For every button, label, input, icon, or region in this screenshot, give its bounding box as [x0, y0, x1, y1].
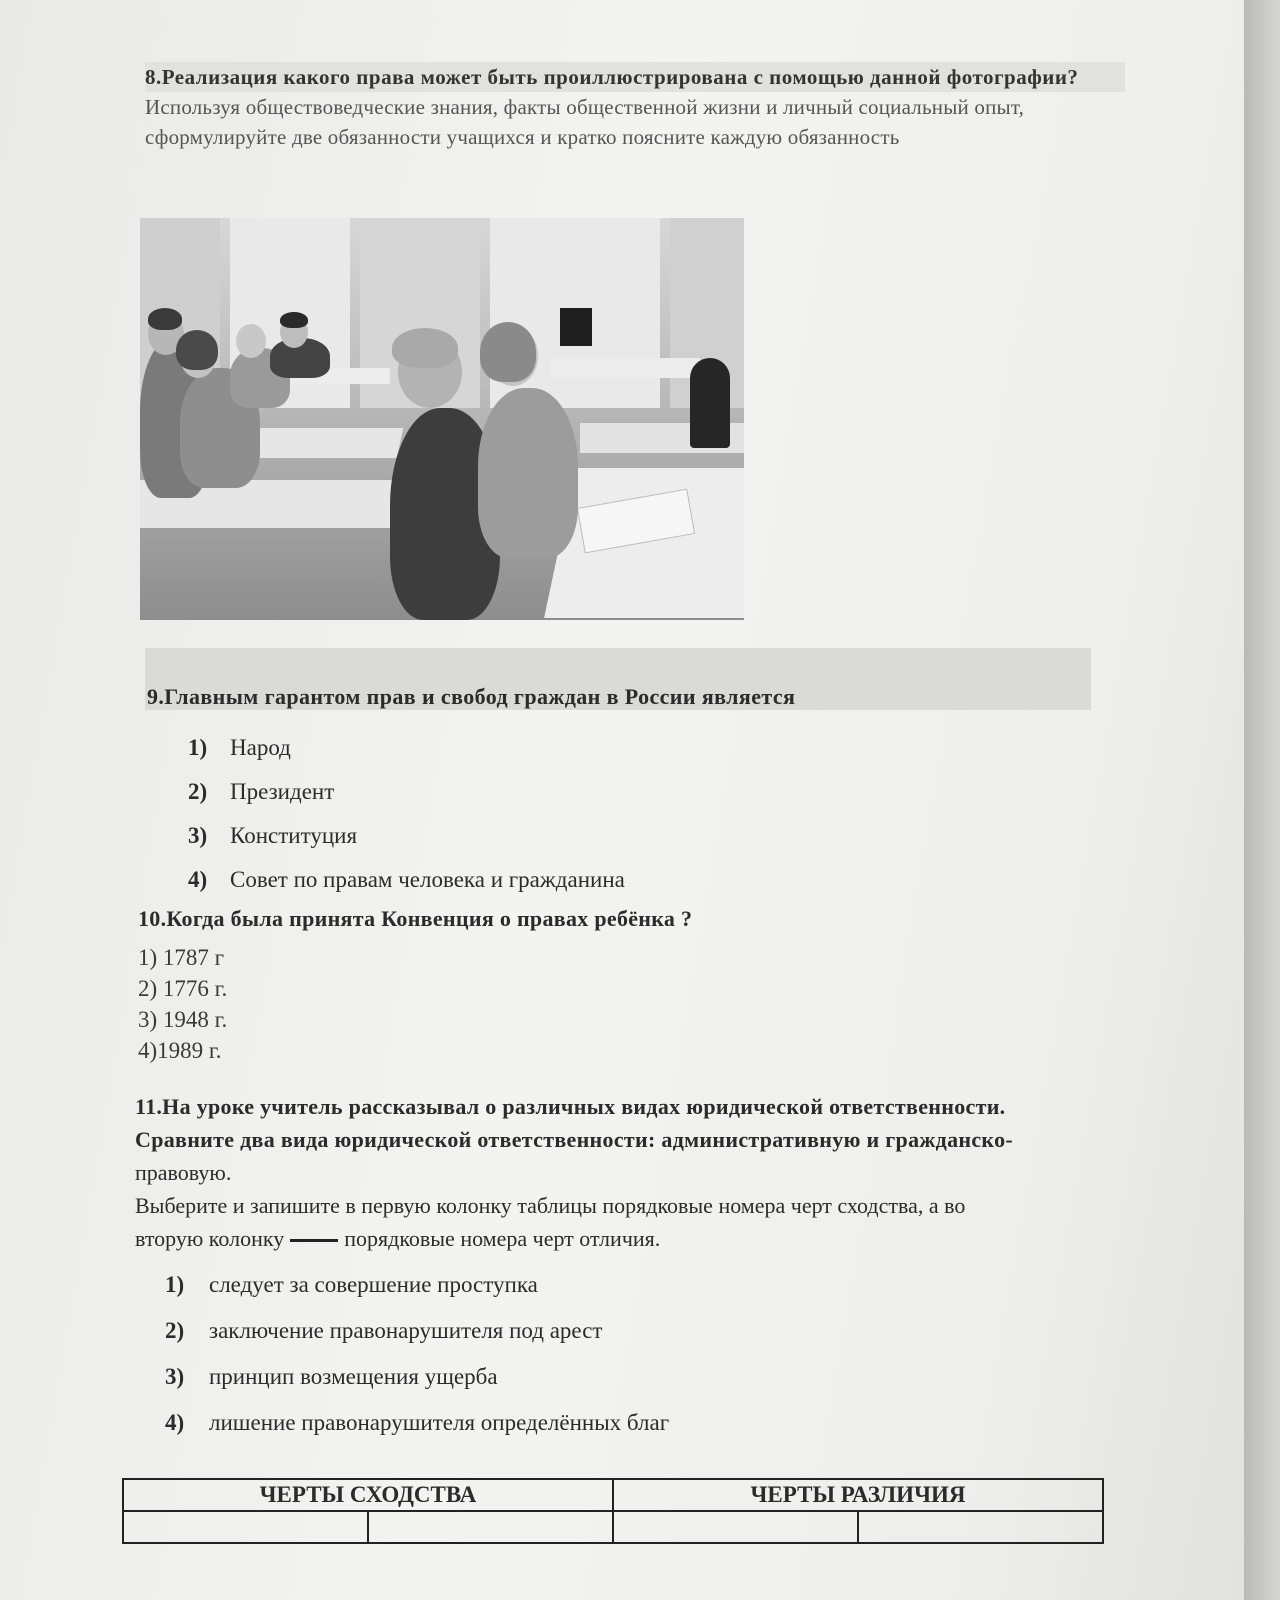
- answer-cell[interactable]: [368, 1511, 613, 1543]
- answer-cell[interactable]: [613, 1511, 858, 1543]
- question-11-line: правовую.: [135, 1160, 232, 1185]
- question-11-text: порядковые номера черт отличия.: [344, 1226, 661, 1251]
- list-item: [188, 770, 625, 814]
- question-8: [145, 62, 1125, 152]
- option-number: 3): [188, 823, 208, 848]
- option-number: 1): [165, 1272, 185, 1297]
- option-number: 2): [165, 1318, 185, 1343]
- question-11: [135, 1090, 1215, 1255]
- question-11-options: [165, 1262, 669, 1446]
- classroom-photo: [140, 218, 744, 620]
- list-item: [165, 1308, 669, 1354]
- question-10-options: [138, 942, 227, 1066]
- question-9-options: [188, 726, 625, 902]
- question-9-title: 9.Главным гарантом прав и свобод граждан в России является: [147, 684, 796, 709]
- answer-table: [122, 1478, 1104, 1544]
- option-text: Конституция: [230, 823, 358, 848]
- list-item: [188, 814, 625, 858]
- list-item: [188, 726, 625, 770]
- list-item: 1) 1787 г: [138, 945, 225, 970]
- option-text: лишение правонарушителя определённых благ: [209, 1410, 670, 1435]
- column-header-differences: ЧЕРТЫ РАЗЛИЧИЯ: [613, 1479, 1103, 1511]
- option-text: Народ: [230, 735, 291, 760]
- question-10-title: 10.Когда была принята Конвенция о правах ребёнка ?: [138, 906, 693, 931]
- option-text: принцип возмещения ущерба: [209, 1364, 498, 1389]
- list-item: 4)1989 г.: [138, 1038, 222, 1063]
- option-text: Президент: [230, 779, 335, 804]
- question-11-line: Сравните два вида юридической ответственности: административную и гражданско-: [135, 1127, 1014, 1152]
- list-item: [165, 1354, 669, 1400]
- page-edge: [1244, 0, 1280, 1600]
- list-item: [165, 1400, 669, 1446]
- question-11-line: [135, 1222, 1215, 1255]
- option-number: 4): [188, 867, 208, 892]
- table-header-row: [123, 1479, 1103, 1511]
- option-number: 3): [165, 1364, 185, 1389]
- list-item: [188, 858, 625, 902]
- option-text: Совет по правам человека и гражданина: [230, 867, 625, 892]
- list-item: [165, 1262, 669, 1308]
- column-header-similarities: ЧЕРТЫ СХОДСТВА: [123, 1479, 613, 1511]
- option-number: 2): [188, 779, 208, 804]
- answer-cell[interactable]: [858, 1511, 1103, 1543]
- option-number: 1): [188, 735, 208, 760]
- option-text: заключение правонарушителя под арест: [209, 1318, 603, 1343]
- answer-blank: [290, 1239, 338, 1242]
- question-8-title: 8.Реализация какого права может быть проиллюстрирована с помощью данной фотографии?: [145, 62, 1125, 92]
- question-11-text: вторую колонку: [135, 1226, 285, 1251]
- option-text: следует за совершение проступка: [209, 1272, 538, 1297]
- question-8-body: Используя обществоведческие знания, факты общественной жизни и личный социальный опыт, сформулируйте две обязанности учащихся и кратко поясните каждую обязанность: [145, 95, 1025, 149]
- list-item: 3) 1948 г.: [138, 1007, 228, 1032]
- table-row: [123, 1511, 1103, 1543]
- list-item: 2) 1776 г.: [138, 976, 228, 1001]
- question-11-line: 11.На уроке учитель рассказывал о различных видах юридической ответственности.: [135, 1094, 1006, 1119]
- option-number: 4): [165, 1410, 185, 1435]
- answer-cell[interactable]: [123, 1511, 368, 1543]
- question-11-line: Выберите и запишите в первую колонку таблицы порядковые номера черт сходства, а во: [135, 1193, 966, 1218]
